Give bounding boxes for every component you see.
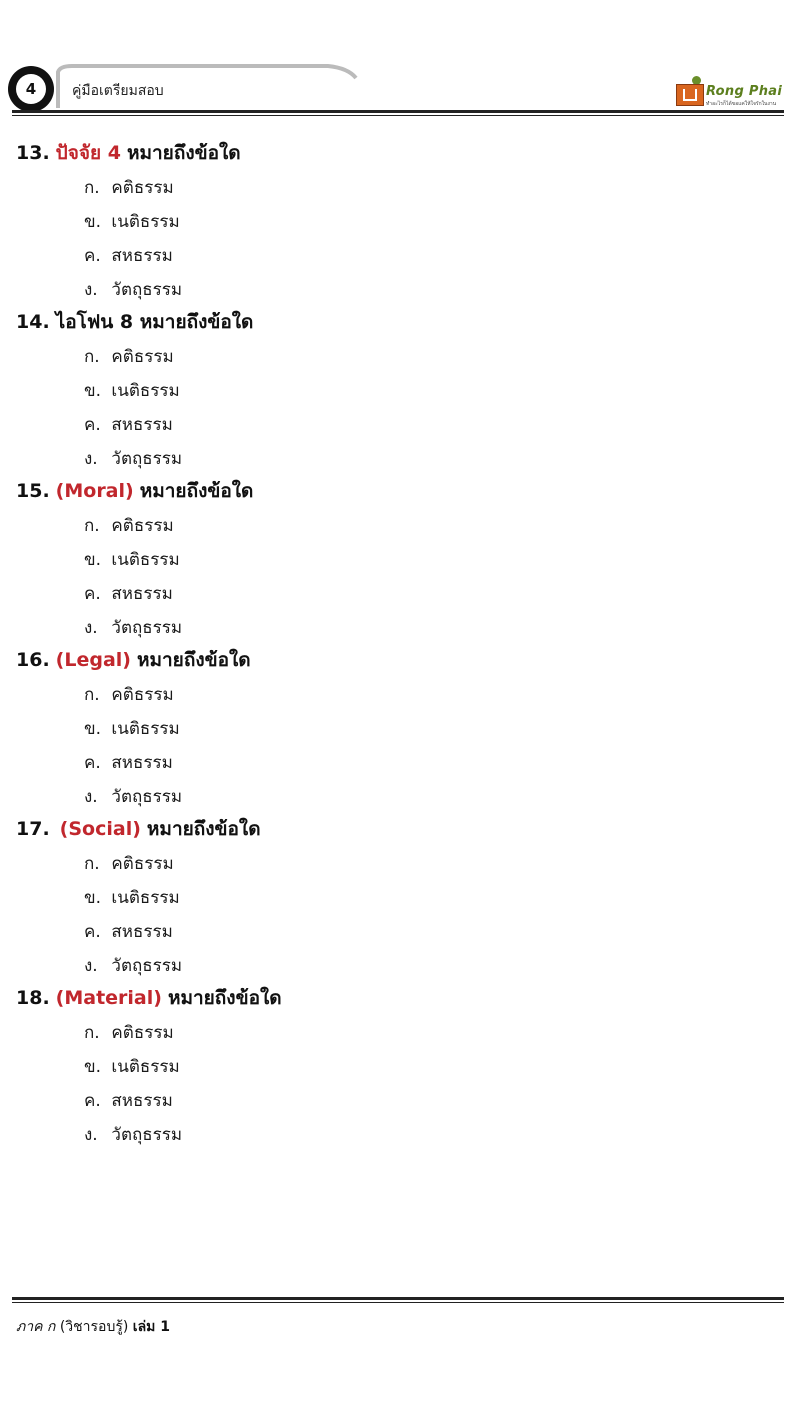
choice-d[interactable]: ง. วัตถุธรรม: [84, 956, 183, 976]
page-header: [0, 0, 800, 125]
choice-a[interactable]: ก. คติธรรม: [84, 1023, 174, 1043]
choice-d[interactable]: ง. วัตถุธรรม: [84, 449, 183, 469]
question-title: [16, 476, 253, 506]
question-text: ไอโฟน 8 หมายถึงข้อใด: [55, 311, 254, 333]
question-title: [16, 645, 251, 675]
choice-b[interactable]: ข. เนติธรรม: [84, 381, 180, 401]
page-number-badge: [8, 66, 54, 112]
question-text: หมายถึงข้อใด: [167, 987, 282, 1009]
footer-subject: (วิชารอบรู้): [59, 1319, 129, 1335]
header-title: คู่มือเตรียมสอบ: [72, 83, 164, 99]
choice-c[interactable]: ค. สหธรรม: [84, 584, 173, 604]
question-text: หมายถึงข้อใด: [126, 142, 241, 164]
page-footer: [16, 1316, 170, 1338]
question-text: หมายถึงข้อใด: [146, 818, 261, 840]
header-rule: [12, 110, 784, 113]
logo-house-icon: [676, 84, 704, 106]
question-number: 13.: [16, 142, 50, 164]
choice-a[interactable]: ก. คติธรรม: [84, 516, 174, 536]
footer-rule: [12, 1297, 784, 1300]
question-keyword: (Moral): [55, 480, 134, 502]
footer-volume: เล่ม 1: [132, 1319, 170, 1335]
choice-d[interactable]: ง. วัตถุธรรม: [84, 787, 183, 807]
choice-b[interactable]: ข. เนติธรรม: [84, 1057, 180, 1077]
question-keyword: ปัจจัย 4: [55, 142, 121, 164]
choice-a[interactable]: ก. คติธรรม: [84, 685, 174, 705]
choice-a[interactable]: ก. คติธรรม: [84, 178, 174, 198]
choice-c[interactable]: ค. สหธรรม: [84, 246, 173, 266]
question-number: 15.: [16, 480, 50, 502]
rong-phai-logo: [676, 76, 786, 110]
question-keyword: (Legal): [55, 649, 131, 671]
question-text: หมายถึงข้อใด: [136, 649, 251, 671]
choice-b[interactable]: ข. เนติธรรม: [84, 212, 180, 232]
choice-c[interactable]: ค. สหธรรม: [84, 415, 173, 435]
question-keyword: (Material): [55, 987, 162, 1009]
choice-b[interactable]: ข. เนติธรรม: [84, 719, 180, 739]
page-number: 4: [16, 74, 46, 104]
question-keyword: (Social): [59, 818, 141, 840]
question-title: [16, 814, 261, 844]
choice-d[interactable]: ง. วัตถุธรรม: [84, 280, 183, 300]
choice-d[interactable]: ง. วัตถุธรรม: [84, 1125, 183, 1145]
choice-a[interactable]: ก. คติธรรม: [84, 347, 174, 367]
choice-b[interactable]: ข. เนติธรรม: [84, 888, 180, 908]
footer-part: ภาค ก: [16, 1319, 56, 1335]
footer-rule-thin: [12, 1302, 784, 1303]
question-number: 14.: [16, 311, 50, 333]
question-title: [16, 307, 253, 337]
choice-c[interactable]: ค. สหธรรม: [84, 1091, 173, 1111]
question-title: [16, 138, 241, 168]
question-title: [16, 983, 282, 1013]
question-number: 16.: [16, 649, 50, 671]
question-number: 18.: [16, 987, 50, 1009]
question-number: 17.: [16, 818, 50, 840]
header-rule-thin: [12, 115, 784, 116]
choice-b[interactable]: ข. เนติธรรม: [84, 550, 180, 570]
choice-c[interactable]: ค. สหธรรม: [84, 922, 173, 942]
choice-c[interactable]: ค. สหธรรม: [84, 753, 173, 773]
choice-d[interactable]: ง. วัตถุธรรม: [84, 618, 183, 638]
logo-text: Rong Phai: [706, 84, 783, 99]
choice-a[interactable]: ก. คติธรรม: [84, 854, 174, 874]
question-text: หมายถึงข้อใด: [139, 480, 254, 502]
logo-tagline: ทำอะไรก็ได้ขอแค่ให้ใจรักในงาน: [706, 101, 777, 107]
